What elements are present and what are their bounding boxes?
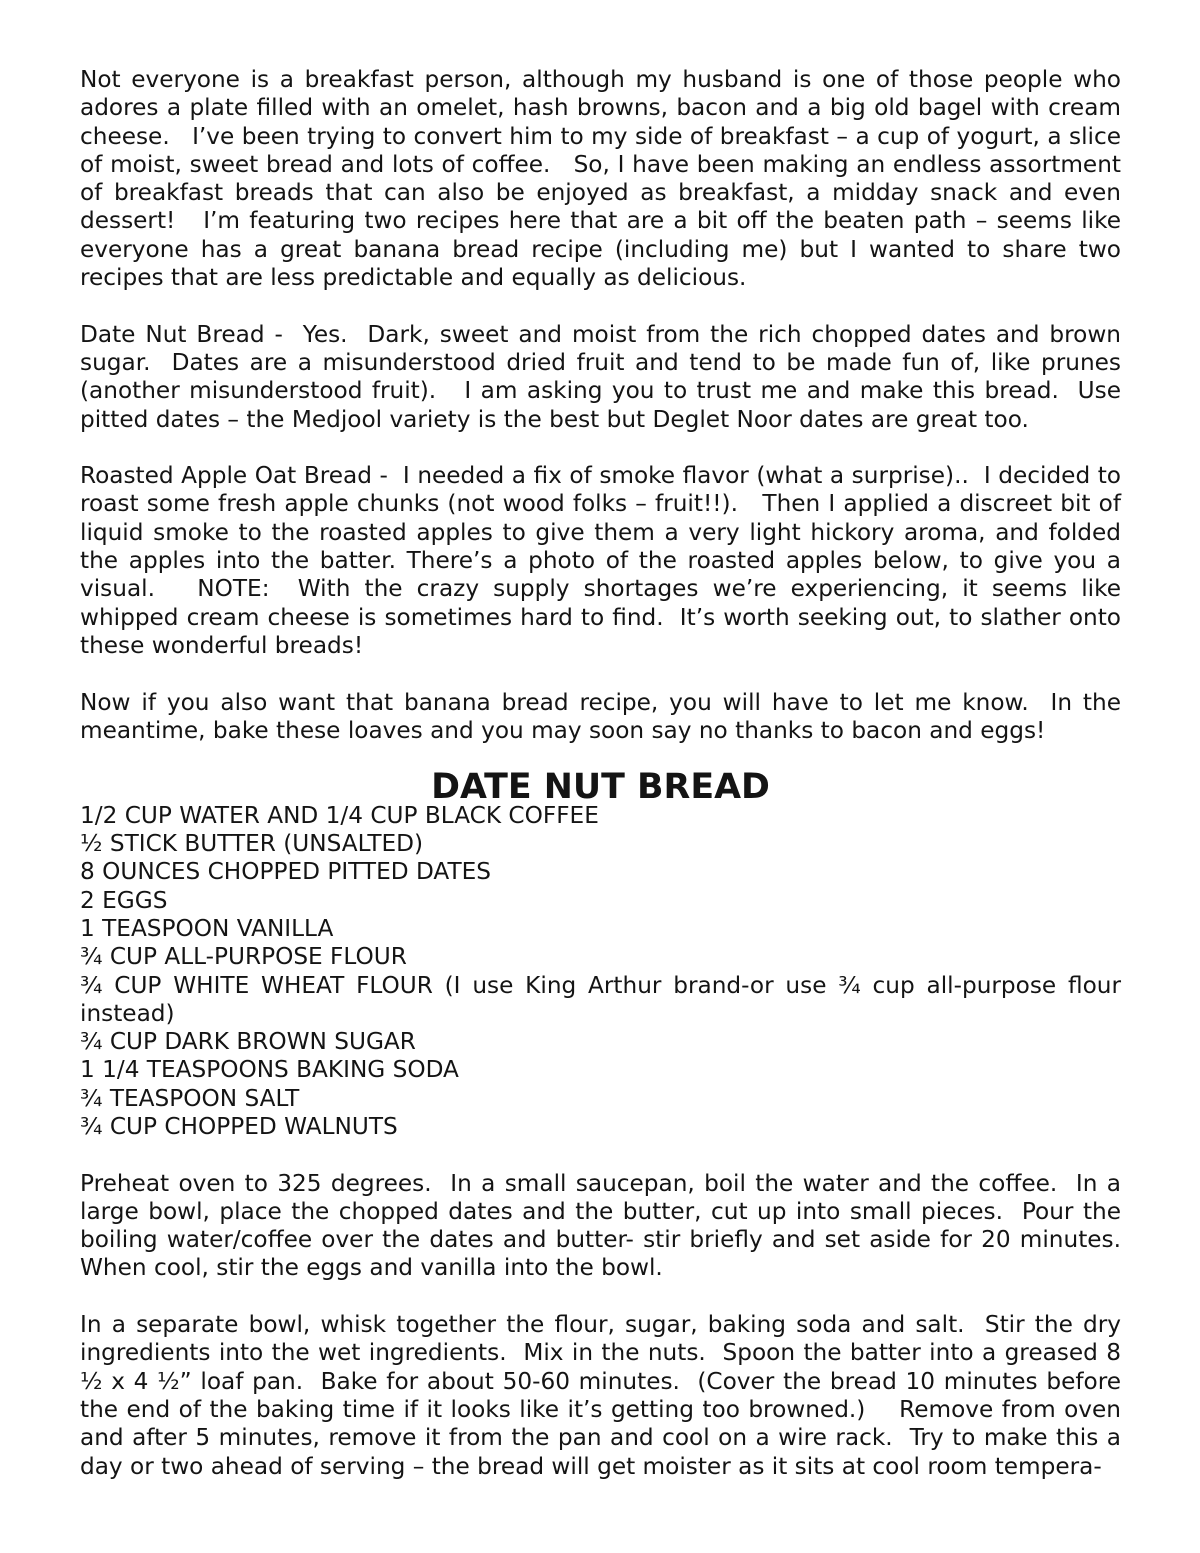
ingredient-item: 1 TEASPOON VANILLA [80,914,334,942]
closing-paragraph: Now if you also want that banana bread recipe, you will have to let me know. In the meantime, bake these loaves and you may soon say no thanks to bacon and eggs! [80,688,1129,744]
directions-paragraph: Preheat oven to 325 degrees. In a small saucepan, boil the water and the coffee. In a large bowl, place the chopped dates and the butter, cut up into small pieces. Pour the boiling water/coffee over the dates and butter- stir briefly and set aside for 20 minutes. When cool, stir the eggs and vanilla into the bowl. [80,1169,1136,1282]
recipe-title: DATE NUT BREAD [431,767,770,808]
ingredient-item: 2 EGGS [80,886,168,914]
ingredient-item: ¾ CUP CHOPPED WALNUTS [80,1112,398,1140]
ingredient-item: 8 OUNCES CHOPPED PITTED DATES [80,858,491,886]
document-page [80,66,1136,1481]
intro-paragraph: Not everyone is a breakfast person, although my husband is one of those people who adores a plate filled with an omelet, hash browns, bacon and a big old bagel with cream cheese. I’ve been trying to convert him to my side of breakfast – a cup of yogurt, a slice of moist, sweet bread and lots of coffee. So, I have been making an endless assortment of breakfast breads that can also be enjoyed as breakfast, a midday snack and even dessert! I’m featuring two recipes here that are a bit off the beaten path – seems like everyone has a great banana bread recipe (including me) but I wanted to share two recipes that are less predictable and equally as delicious. [80,66,1129,292]
ingredient-item: ¾ CUP DARK BROWN SUGAR [80,1028,416,1056]
date-nut-bread-description: Date Nut Bread - Yes. Dark, sweet and moist from the rich chopped dates and brown sugar. Dates are a misunderstood dried fruit and tend to be made fun of, like prunes (another misunderstood fruit). I am asking you to trust me and make this bread. Use pitted dates – the Medjool variety is the best but Deglet Noor dates are great too. [80,320,1129,433]
roasted-apple-oat-bread-description: Roasted Apple Oat Bread - I needed a fix of smoke flavor (what a surprise).. I decided to roast some fresh apple chunks (not wood folks – fruit!!). Then I applied a discreet bit of liquid smoke to the roasted apples to give them a very light hickory aroma, and folded the apples into the batter. There’s a photo of the roasted apples below, to give you a visual. NOTE: With the crazy supply shortages we’re experiencing, it seems like whipped cream cheese is sometimes hard to find. It’s worth seeking out, to slather onto these wonderful breads! [80,462,1129,659]
ingredient-list [80,802,1121,1142]
ingredient-item: 1/2 CUP WATER AND 1/4 CUP BLACK COFFEE [80,801,599,829]
directions-paragraph: In a separate bowl, whisk together the flour, sugar, baking soda and salt. Stir the dry ingredients into the wet ingredients. Mix in the nuts. Spoon the batter into a greased 8 ½ x 4 ½” loaf pan. Bake for about 50-60 minutes. (Cover the bread 10 minutes before the end of the baking time if it looks like it’s getting too browned.) Remove from oven and after 5 minutes, remove it from the pan and cool on a wire rack. Try to make this a day or two ahead of serving – the bread will get moister as it sits at cool room tempera- [80,1311,1129,1480]
ingredient-item: 1 1/4 TEASPOONS BAKING SODA [80,1056,459,1084]
ingredient-item: ¾ CUP WHITE WHEAT FLOUR (I use King Arthur brand-or use ¾ cup all-purpose flour instead) [80,971,1121,1027]
ingredient-item: ¾ CUP ALL-PURPOSE FLOUR [80,943,407,971]
ingredient-item: ¾ TEASPOON SALT [80,1084,300,1112]
ingredient-item: ½ STICK BUTTER (UNSALTED) [80,830,424,858]
